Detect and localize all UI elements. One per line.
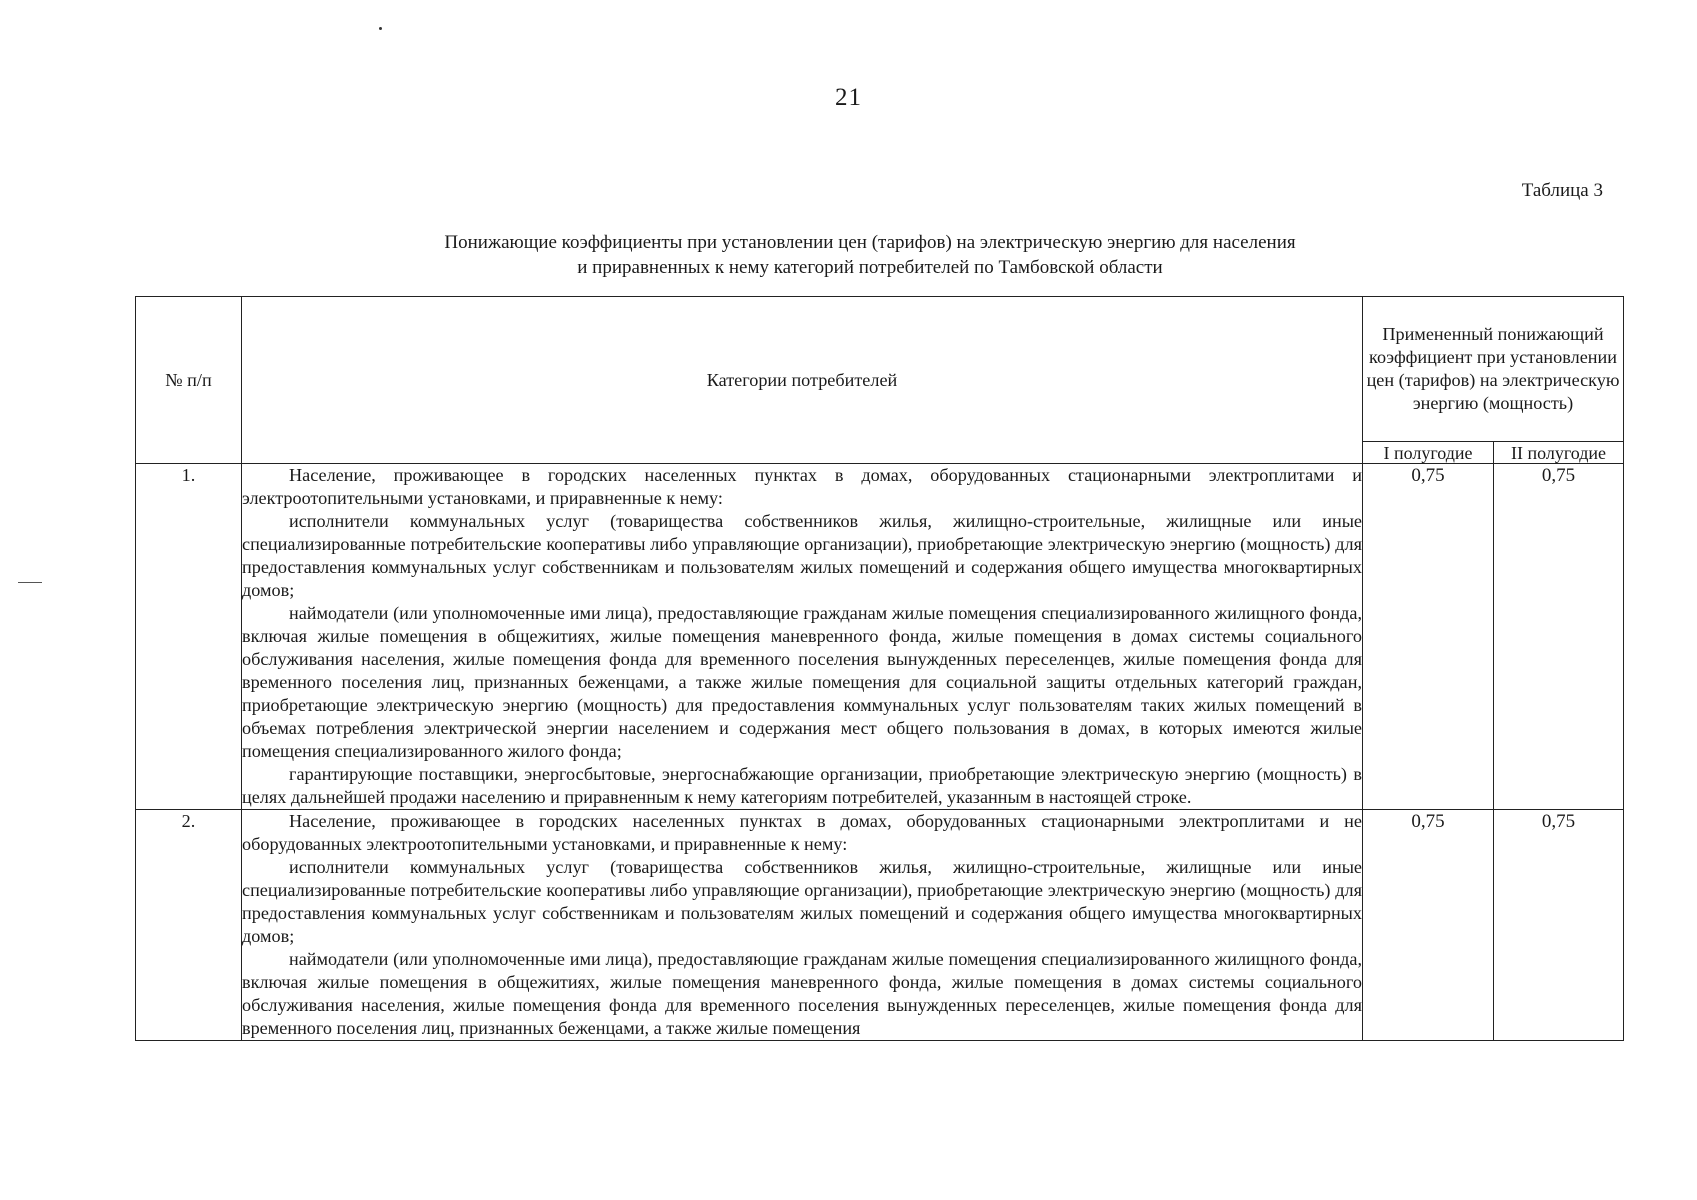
category-paragraph: исполнители коммунальных услуг (товарищества собственников жилья, жилищно-строительные, жилищные или иные специализированные потребительские кооперативы либо управляющие организации), приобретающие электрическую энергию (мощность) для предоставления коммунальных услуг собственникам и пользователям жилых помещений и содержания общего имущества многоквартирных домов;: [242, 857, 1362, 946]
header-half-1: I полугодие: [1363, 442, 1494, 464]
header-number: № п/п: [136, 297, 242, 464]
header-coefficient: Примененный понижающий коэффициент при установлении цен (тарифов) на электрическую энергию (мощность): [1363, 297, 1624, 442]
category-paragraph: наймодатели (или уполномоченные ими лица), предоставляющие гражданам жилые помещения специализированного жилищного фонда, включая жилые помещения в общежитиях, жилые помещения маневренного фонда, жилые помещения в домах системы социального обслуживания населения, жилые помещения фонда для временного поселения вынужденных переселенцев, жилые помещения фонда для временного поселения лиц, признанных беженцами, а также жилые помещения: [242, 949, 1362, 1038]
row-number: 1.: [136, 464, 242, 810]
title-line-1: Понижающие коэффициенты при установлении цен (тарифов) на электрическую энергию для населения: [444, 232, 1296, 253]
category-cell: [242, 464, 1363, 810]
category-paragraph: Население, проживающее в городских населенных пунктах в домах, оборудованных стационарными электроплитами и не оборудованных электроотопительными установками, и приравненные к нему:: [242, 811, 1362, 854]
header-category: Категории потребителей: [242, 297, 1363, 464]
coefficient-half-2: 0,75: [1494, 464, 1624, 810]
header-half-2: II полугодие: [1494, 442, 1624, 464]
coefficient-half-1: 0,75: [1363, 464, 1494, 810]
table-row: [136, 810, 1624, 1041]
row-number: 2.: [136, 810, 242, 1041]
category-cell: [242, 810, 1363, 1041]
title-line-2: и приравненных к нему категорий потребителей по Тамбовской области: [577, 257, 1163, 278]
category-paragraph: гарантирующие поставщики, энергосбытовые, энергоснабжающие организации, приобретающие электрическую энергию (мощность) в целях дальнейшей продажи населению и приравненным к нему категориям потребителей, указанным в настоящей строке.: [242, 764, 1362, 807]
scan-dot: [379, 27, 382, 30]
category-paragraph: исполнители коммунальных услуг (товарищества собственников жилья, жилищно-строительные, жилищные или иные специализированные потребительские кооперативы либо управляющие организации), приобретающие электрическую энергию (мощность) для предоставления коммунальных услуг собственникам и пользователям жилых помещений и содержания общего имущества многоквартирных домов;: [242, 511, 1362, 600]
coefficient-half-2: 0,75: [1494, 810, 1624, 1041]
category-paragraph: Население, проживающее в городских населенных пунктах в домах, оборудованных стационарными электроплитами и электроотопительными установками, и приравненные к нему:: [242, 465, 1362, 508]
page-number: 21: [835, 84, 862, 111]
coefficient-half-1: 0,75: [1363, 810, 1494, 1041]
table-caption: Таблица 3: [1521, 180, 1603, 201]
document-title: [340, 230, 1400, 280]
coefficients-table: [135, 296, 1624, 1041]
table-row: [136, 464, 1624, 810]
scan-margin-mark: [18, 582, 42, 583]
category-paragraph: наймодатели (или уполномоченные ими лица), предоставляющие гражданам жилые помещения специализированного жилищного фонда, включая жилые помещения в общежитиях, жилые помещения маневренного фонда, жилые помещения в домах системы социального обслуживания населения, жилые помещения фонда для временного поселения вынужденных переселенцев, жилые помещения фонда для временного поселения лиц, признанных беженцами, а также жилые помещения для социальной защиты отдельных категорий граждан, приобретающие электрическую энергию (мощность) для предоставления коммунальных услуг пользователям таких жилых помещений в объемах потребления электрической энергии населением и содержания мест общего пользования в домах, в которых имеются жилые помещения специализированного жилого фонда;: [242, 603, 1362, 761]
